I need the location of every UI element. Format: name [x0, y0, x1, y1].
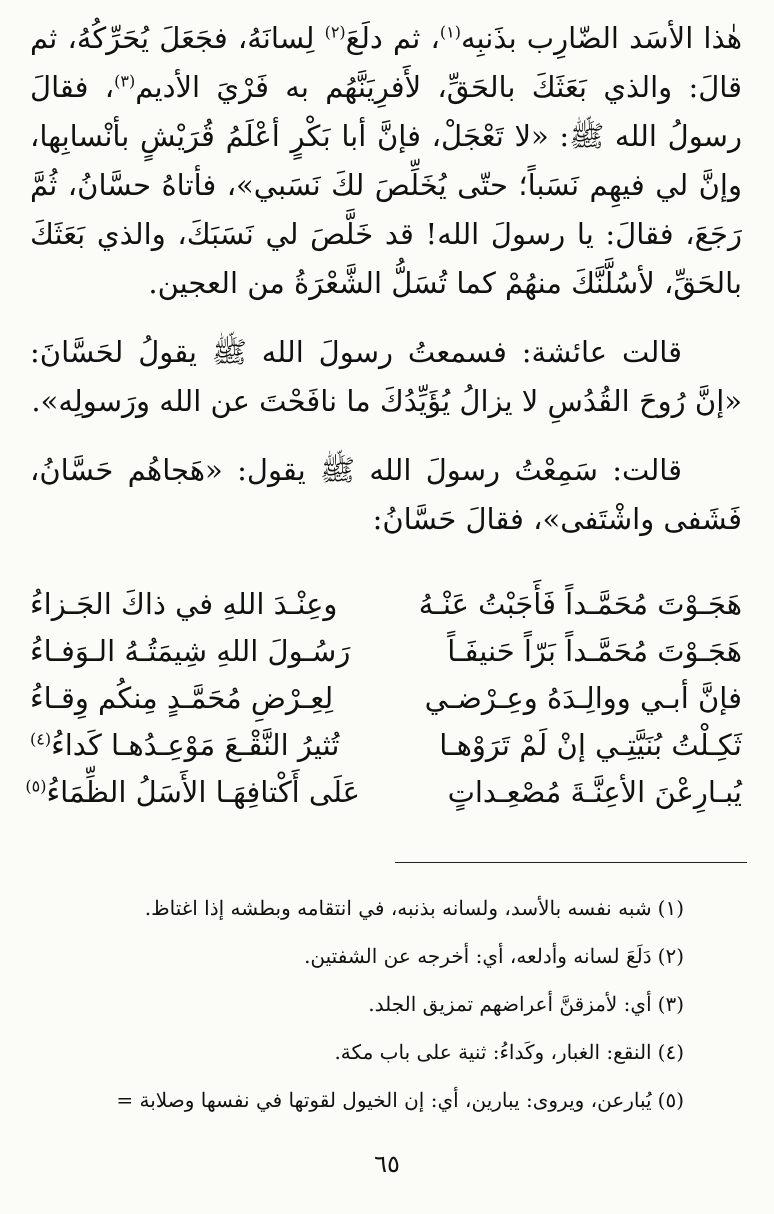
footnote-number: (٤) [657, 1040, 684, 1064]
verse-text: تُثيرُ النَّقْـعَ مَوْعِـدُهـا كَداءُ [51, 727, 340, 762]
footnote-ref-3: (٣) [114, 71, 136, 91]
footnote-text: شبه نفسه بالأسد، ولسانه بذنبه، في انتقامه وبطشه إذا اغتاظ. [144, 896, 652, 920]
footnote-ref-4: (٤) [30, 728, 52, 748]
verse-text: وعِنْـدَ اللهِ في ذاكَ الجَـزاءُ [30, 586, 338, 621]
footnote-number: (٣) [657, 992, 684, 1016]
paragraph-3: قالت: سَمِعْتُ رسولَ الله ﷺ يقول: «هَجاهُم حَسَّانُ، فَشَفى واشْتَفى»، فقالَ حَسَّانُ: [30, 453, 742, 536]
footnote-ref-2: (٢) [324, 22, 346, 42]
paragraph-1 [30, 14, 742, 308]
footnote-number: (٥) [657, 1088, 684, 1112]
footnote-ref-5: (٥) [25, 775, 47, 795]
poem-verse-5 [25, 768, 742, 815]
footnotes [20, 884, 684, 1124]
verse-text: رَسُـولَ اللهِ شِيمَتُـهُ الـوَفـاءُ [30, 633, 351, 668]
verse-first-hemistich: فإنَّ أبـي ووالِـدَهُ وعِـرْضـي [424, 680, 742, 715]
verse-first-hemistich: يُبـارِعْنَ الأعِنَّـةَ مُصْعِـداتٍ [447, 774, 742, 809]
poem [25, 580, 742, 815]
verse-first-hemistich: هَجَـوْتَ مُحَمَّـداً بَرّاً حَنيفَـاً [447, 633, 742, 668]
paragraph-2: قالت عائشة: فسمعتُ رسولَ الله ﷺ يقولُ لحَسَّانَ: «إنَّ رُوحَ القُدُسِ لا يزالُ يُؤَيِّدُكَ ما نافَحْتَ عن الله ورَسولِه». [30, 335, 742, 418]
footnote-number: (١) [657, 896, 684, 920]
poem-verse-4 [30, 721, 742, 768]
verse-first-hemistich: هَجَـوْتَ مُحَمَّـداً فَأَجَبْتُ عَنْـهُ [418, 586, 742, 621]
verse-second-hemistich [25, 774, 360, 809]
footnote-5 [20, 1076, 684, 1124]
main-text [30, 14, 742, 564]
text-segment: هٰذا الأسَد الضّارِب بذَنبِه [460, 21, 742, 55]
poem-verse-2 [30, 627, 742, 674]
footnote-4 [20, 1028, 684, 1076]
page-number: ٦٥ [374, 1150, 400, 1178]
text-segment: ، ثم دلَعَ [345, 21, 440, 55]
footnote-text: يُبارعن، ويروى: يبارين، أي: إن الخيول لقوتها في نفسها وصلابة = [116, 1088, 652, 1112]
verse-text: لِعِـرْضِ مُحَمَّـدٍ مِنكُم وِقـاءُ [30, 680, 334, 715]
poem-verse-1 [30, 580, 742, 627]
footnote-text: أي: لأمزقنَّ أعراضهم تمزيق الجلد. [368, 992, 652, 1016]
footnote-divider [395, 862, 747, 863]
footnote-text: النقع: الغبار، وكَداءُ: ثنية على باب مكة. [334, 1040, 652, 1064]
verse-text: عَلَى أَكْتافِهَـا الأَسَلُ الظِّمَاءُ [46, 774, 360, 809]
verse-second-hemistich [30, 681, 360, 715]
footnote-1 [20, 884, 684, 932]
text-segment: ، فقالَ رسولُ الله ﷺ: «لا تَعْجَلْ، فإنَّ أبا بَكْرٍ أعْلَمُ قُرَيْشٍ بأنْسابِها، وإنَّ لي فيهِم نَسَباً؛ حتّى يُخَلِّصَ لكَ نَسَبي»، فأتاهُ حسَّانُ، ثُمَّ رَجَعَ، فقالَ: يا رسولَ الله! قد خَلَّصَ لي نَسَبَكَ، والذي بَعَثَكَ بالحَقِّ، لأسُلَّنَّكَ منهُمْ كما تُسَلُّ الشَّعْرَةُ من العجين. [30, 70, 742, 300]
text-segment: لِسانَهُ، فجَعَلَ يُحَرِّكُهُ، ثم قالَ: والذي بَعَثَكَ بالحَقِّ، لأَفرِيَنَّهُم به فَرْيَ الأديم [30, 21, 742, 104]
verse-second-hemistich [30, 587, 360, 621]
footnote-number: (٢) [657, 944, 684, 968]
footnote-ref-1: (١) [439, 22, 461, 42]
footnote-3 [20, 980, 684, 1028]
footnote-text: دَلَعَ لسانه وأدلعه، أي: أخرجه عن الشفتين. [304, 944, 652, 968]
footnote-2 [20, 932, 684, 980]
verse-first-hemistich: ثَكِـلْتُ بُنَيَّتِـي إنْ لَمْ تَرَوْهـا [439, 727, 742, 762]
poem-verse-3 [30, 674, 742, 721]
verse-second-hemistich [30, 728, 360, 762]
verse-second-hemistich [30, 634, 360, 668]
